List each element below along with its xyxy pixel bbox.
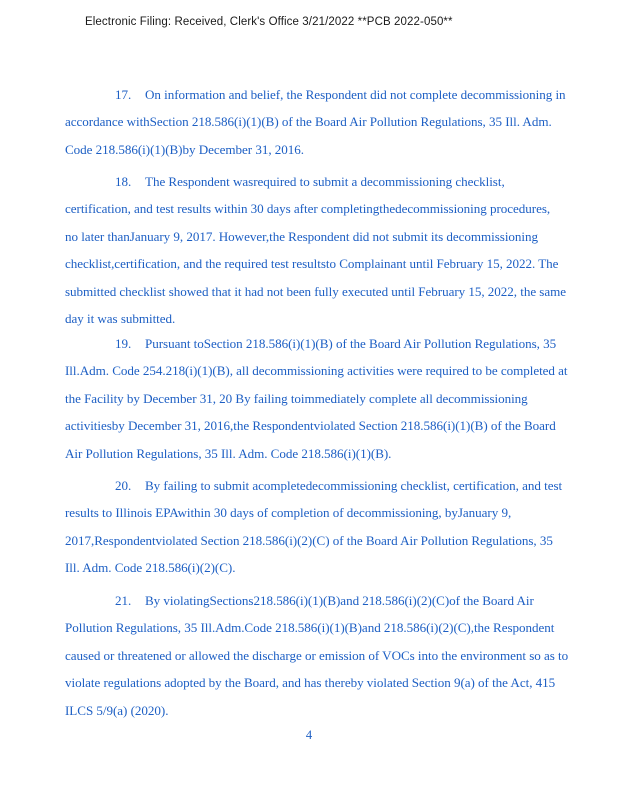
paragraph-line: 2017,Respondentviolated Section 218.586(i)(2)(C) of the Board Air Pollution Regulations, 35	[65, 532, 553, 548]
paragraph-line: Ill.Adm. Code 254.218(i)(1)(B), all decommissioning activities were required to be completed at	[65, 363, 568, 379]
paragraph-number: 21.	[115, 593, 132, 608]
paragraph-text: Pursuant toSection 218.586(i)(1)(B) of the Board Air Pollution Regulations, 35	[145, 336, 557, 351]
paragraph-line: Code 218.586(i)(1)(B)by December 31, 2016.	[65, 141, 304, 157]
paragraph-line: caused or threatened or allowed the discharge or emission of VOCs into the environment so as to	[65, 647, 569, 663]
paragraph-19	[65, 330, 617, 467]
paragraph-21	[65, 587, 617, 724]
paragraph-line: ILCS 5/9(a) (2020).	[65, 702, 169, 718]
paragraph-text: The Respondent wasrequired to submit a decommissioning checklist,	[145, 174, 505, 189]
paragraph-line: accordance withSection 218.586(i)(1)(B) of the Board Air Pollution Regulations, 35 Ill. Adm.	[65, 114, 552, 130]
page-number: 4	[305, 728, 313, 742]
paragraph-number: 20.	[115, 478, 132, 493]
paragraph-line: results to Illinois EPAwithin 30 days of completion of decommissioning, byJanuary 9,	[65, 505, 512, 521]
paragraph-line: submitted checklist showed that it had not been fully executed until February 15, 2022, the same	[65, 283, 567, 299]
paragraph-first-line	[65, 81, 617, 108]
paragraph-first-line	[65, 472, 617, 499]
paragraph-line: no later thanJanuary 9, 2017. However,the Respondent did not submit its decommissioning	[65, 228, 538, 244]
paragraph-first-line	[65, 587, 617, 614]
paragraph-first-line	[65, 330, 617, 357]
paragraph-line: activitiesby December 31, 2016,the Respondentviolated Section 218.586(i)(1)(B) of the Board	[65, 418, 556, 434]
paragraph-number: 17.	[115, 87, 132, 102]
paragraph-line: the Facility by December 31, 20 By failing toimmediately complete all decommissioning	[65, 390, 528, 406]
paragraph-number: 18.	[115, 174, 132, 189]
paragraph-text: On information and belief, the Respondent did not complete decommissioning in	[145, 87, 566, 102]
paragraph-line: day it was submitted.	[65, 311, 176, 327]
paragraph-17	[65, 81, 617, 163]
paragraph-18	[65, 168, 617, 332]
paragraph-line: Air Pollution Regulations, 35 Ill. Adm. Code 218.586(i)(1)(B).	[65, 445, 392, 461]
paragraph-line: Pollution Regulations, 35 Ill.Adm.Code 218.586(i)(1)(B)and 218.586(i)(2)(C),the Respondent	[65, 620, 555, 636]
paragraph-text: By failing to submit acompletedecommissioning checklist, certification, and test	[145, 478, 563, 493]
paragraph-line: checklist,certification, and the required test resultsto Complainant until February 15, 2022. The	[65, 256, 559, 272]
paragraph-line: certification, and test results within 30 days after completingthedecommissioning procedures,	[65, 201, 551, 217]
paragraph-line: violate regulations adopted by the Board, and has thereby violated Section 9(a) of the Act, 415	[65, 675, 556, 691]
paragraph-number: 19.	[115, 336, 132, 351]
paragraph-first-line	[65, 168, 617, 195]
electronic-filing-stamp: Electronic Filing: Received, Clerk's Office 3/21/2022 **PCB 2022-050**	[85, 16, 453, 28]
paragraph-text: By violatingSections218.586(i)(1)(B)and 218.586(i)(2)(C)of the Board Air	[145, 593, 534, 608]
paragraph-line: Ill. Adm. Code 218.586(i)(2)(C).	[65, 560, 236, 576]
paragraph-20	[65, 472, 617, 582]
